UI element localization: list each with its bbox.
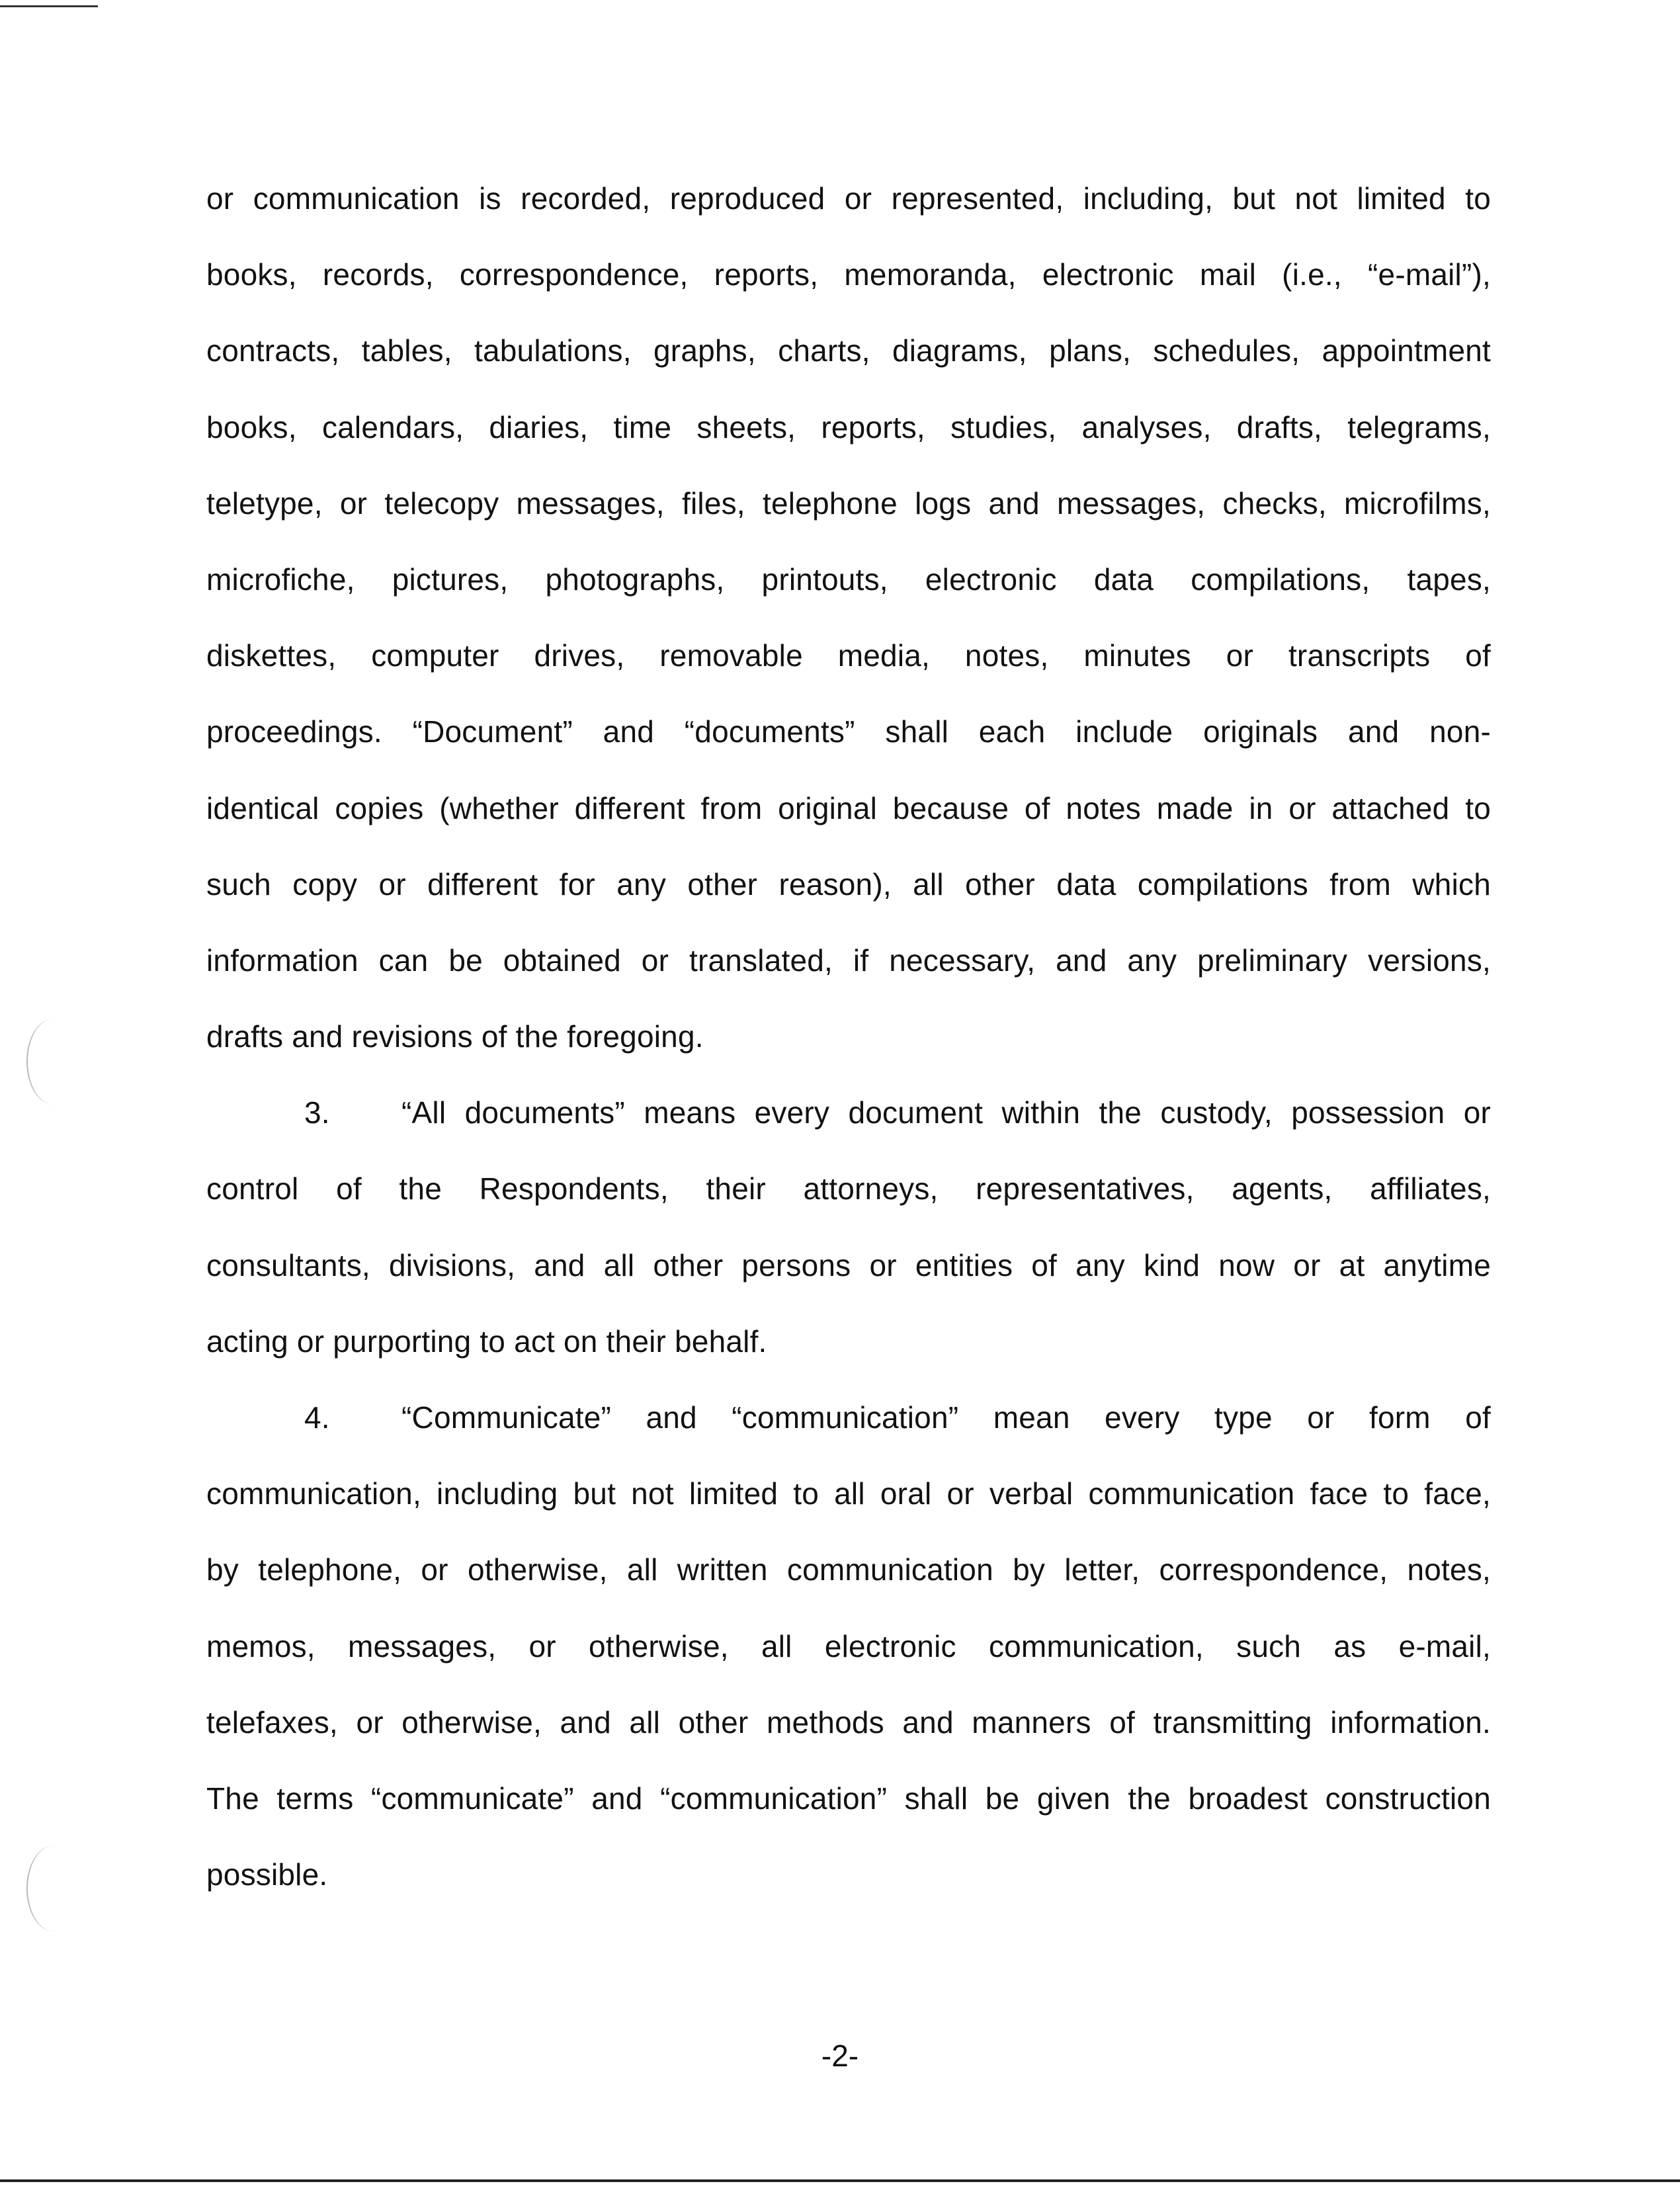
text-line: proceedings. “Document” and “documents” shall each include originals and non- xyxy=(206,714,1491,749)
text-line: telefaxes, or otherwise, and all other methods and manners of transmitting information. xyxy=(206,1705,1491,1740)
paragraph-4-first-line xyxy=(206,1392,1491,1468)
page-number: -2- xyxy=(821,2039,859,2073)
text-line: microfiche, pictures, photographs, printouts, electronic data compilations, tapes, xyxy=(206,562,1491,597)
punch-hole-mark xyxy=(26,1845,81,1931)
punch-hole-mark xyxy=(26,1019,81,1105)
text-line: teletype, or telecopy messages, files, telephone logs and messages, checks, microfilms, xyxy=(206,485,1491,521)
text-line: possible. xyxy=(206,1857,328,1892)
text-line: by telephone, or otherwise, all written communication by letter, correspondence, notes, xyxy=(206,1552,1491,1587)
text-line: communication, including but not limited to all oral or verbal communication face to face, xyxy=(206,1476,1491,1511)
definition-paragraph-continued xyxy=(206,173,1491,1087)
text-line: books, calendars, diaries, time sheets, reports, studies, analyses, drafts, telegrams, xyxy=(206,409,1491,444)
scan-edge-mark xyxy=(0,2179,1680,2182)
text-line: or communication is recorded, reproduced or represented, including, but not limited to xyxy=(206,181,1491,216)
text-line: control of the Respondents, their attorneys, representatives, agents, affiliates, xyxy=(206,1171,1491,1206)
document-body xyxy=(206,173,1491,1925)
paragraph-number: 3. xyxy=(304,1095,330,1130)
text-line: memos, messages, or otherwise, all electronic communication, such as e-mail, xyxy=(206,1628,1491,1664)
text-line: identical copies (whether different from original because of notes made in or attached to xyxy=(206,790,1491,825)
text-line: “All documents” means every document within the custody, possession or xyxy=(401,1095,1491,1130)
scan-edge-mark xyxy=(0,5,98,7)
text-line: The terms “communicate” and “communication” shall be given the broadest construction xyxy=(206,1781,1491,1816)
paragraph-3 xyxy=(206,1087,1491,1392)
paragraph-4 xyxy=(206,1392,1491,1925)
text-line: contracts, tables, tabulations, graphs, charts, diagrams, plans, schedules, appointment xyxy=(206,333,1491,368)
text-line: information can be obtained or translated, if necessary, and any preliminary versions, xyxy=(206,943,1491,978)
text-line: such copy or different for any other reason), all other data compilations from which xyxy=(206,866,1491,902)
text-line: acting or purporting to act on their behalf. xyxy=(206,1324,767,1359)
text-line: diskettes, computer drives, removable media, notes, minutes or transcripts of xyxy=(206,638,1491,673)
text-line: books, records, correspondence, reports, memoranda, electronic mail (i.e., “e-mail”), xyxy=(206,257,1491,292)
paragraph-number: 4. xyxy=(304,1400,330,1435)
text-line: “Communicate” and “communication” mean every type or form of xyxy=(401,1400,1491,1435)
text-line: consultants, divisions, and all other persons or entities of any kind now or at anytime xyxy=(206,1247,1491,1283)
paragraph-3-first-line xyxy=(206,1087,1491,1163)
text-line: drafts and revisions of the foregoing. xyxy=(206,1019,704,1054)
